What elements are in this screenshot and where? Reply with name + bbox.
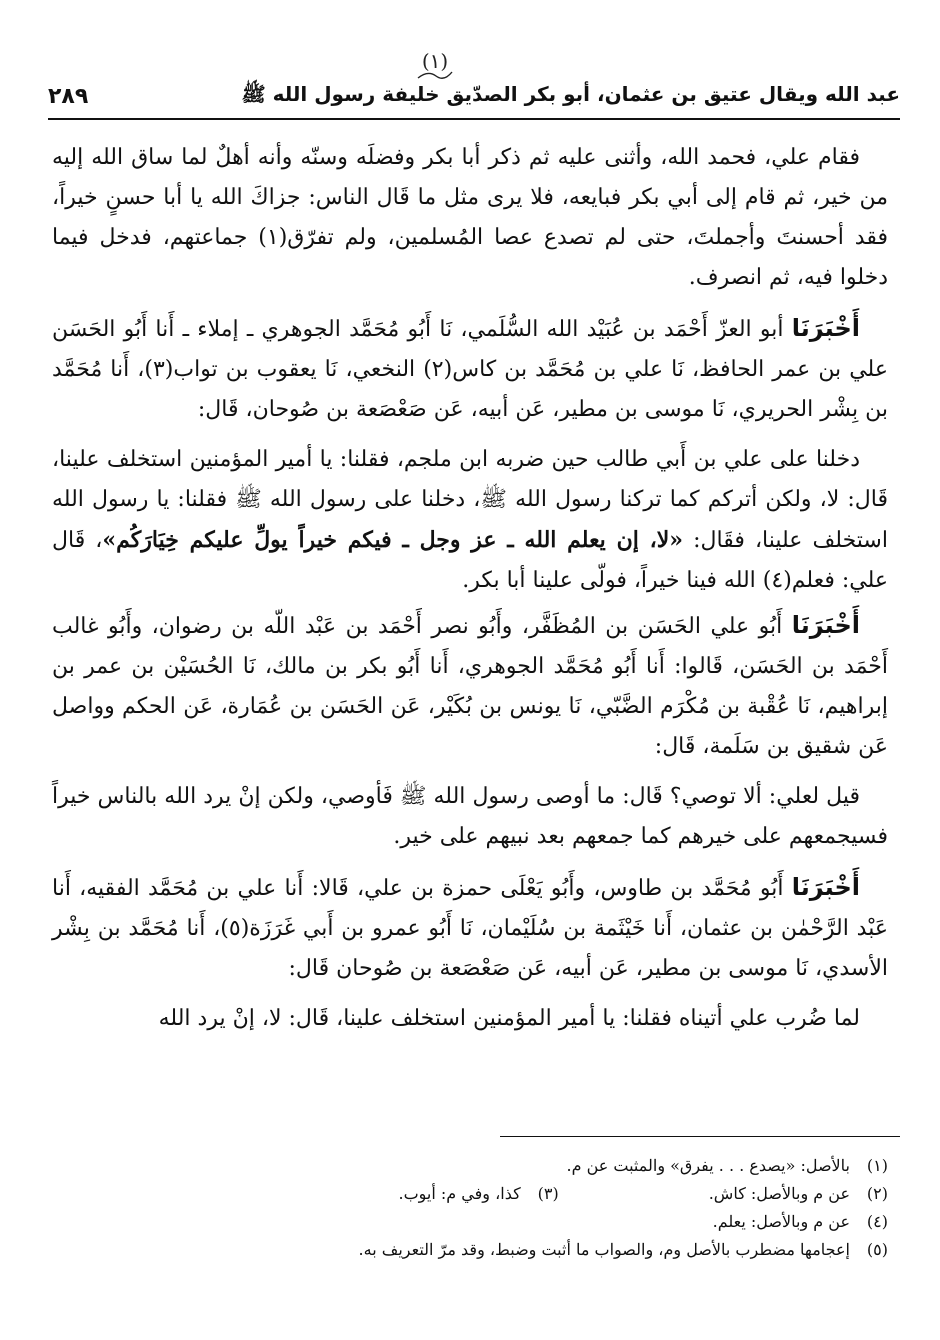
paragraph-isnad-1 (52, 308, 888, 430)
footnote-line (52, 1180, 888, 1208)
paragraph-text: أَبُو علي الحَسَن بن المُظَفَّر، وأَبُو نصر أَحْمَد بن عَبْد اللّه بن رضوان، وأَبُو غالب أَحْمَد بن الحَسَن، قَالوا: أَنا أَبُو مُحَمَّد الجوهري، أَنا أَبُو بكر بن مالك، نَا الحُسَيْن بن عمر بن إبراهيم، نَا عُقْبة بن مُكْرَم الضَّبّي، نَا يونس بن بُكَيْر، عَن الحَسَن بن عُمَارة، عَن الحكم وواصل عَن شقيق بن سَلَمة، قَال: (52, 614, 889, 759)
footnote-rule (500, 1136, 900, 1137)
running-title: عبد الله ويقال عتيق بن عثمان، أبو بكر الصدّيق خليفة رسول الله ﷺ (241, 81, 900, 106)
main-text (52, 138, 888, 1043)
paragraph-text: لما ضُرب علي أتيناه فقلنا: يا أمير المؤمنين استخلف علينا، قَال: لا، إنْ يرد الله (158, 1006, 860, 1031)
paragraph-narration-4 (52, 999, 888, 1039)
isnad-lead-word: أَخْبَرَنَا (791, 314, 860, 342)
footnote-item (399, 1180, 559, 1208)
isnad-lead-word: أَخْبَرَنَا (791, 611, 860, 639)
isnad-lead-word: أَخْبَرَنَا (791, 873, 860, 901)
footnote-text: إعجامها مضطرب بالأصل وم، والصواب ما أثبت وضبط، وقد مرّ التعريف به. (358, 1240, 850, 1259)
paragraph-isnad-3 (52, 867, 888, 989)
footnote-item (566, 1152, 888, 1180)
paragraph-narration-2 (52, 440, 888, 601)
footnote-number: (٢) (866, 1184, 888, 1203)
footnote-text: كذا، وفي م: أيوب. (398, 1184, 521, 1203)
paragraph-text: أَبُو مُحَمَّد بن طاوس، وأَبُو يَعْلَى حمزة بن علي، قَالا: أَنا علي بن مُحَمَّد الفقيه، أَنا عَبْد الرَّحْمٰن بن عثمان، أَنا خَيْثَمة بن سُلَيْمان، نَا أَبُو عمرو بن أَبي غَرَزَة(٥)، أَنا مُحَمَّد بن بِشْر الأسدي، نَا موسى بن مطير، عَن أبيه، عَن صَعْصَعة بن صُوحان قَال: (52, 876, 888, 981)
prophetic-quote: «لا، إن يعلم الله ـ عز وجل ـ فيكم خيراً يولِّ عليكم خِيَارَكُم» (102, 527, 683, 553)
footnote-number: (١) (866, 1156, 888, 1175)
footnote-number: (٥) (866, 1240, 888, 1259)
paragraph-text: فقام علي، فحمد الله، وأثنى عليه ثم ذكر أبا بكر وفضلَه وسنّه وأنه أهلٌ لما ساق الله إليه من خير، ثم قام إلى أبي بكر فبايعه، فلا يرى مثل ما قَال الناس: جزاكَ الله يا أبا حسنٍ خيراً، فقد أحسنتَ وأجملتَ، حتى لم تصدع عصا المُسلمين، ولم تفرّق(١) جماعتهم، فدخل فيما دخلوا فيه، ثم انصرف. (52, 145, 888, 290)
footnote-line (52, 1236, 888, 1264)
footnote-number: (٣) (537, 1184, 559, 1203)
paragraph-narration-1 (52, 138, 888, 298)
footnote-number: (٤) (866, 1212, 888, 1231)
footnote-text: عن م وبالأصل: يعلم. (712, 1212, 850, 1231)
paragraph-isnad-2 (52, 605, 888, 767)
page-number: ٢٨٩ (48, 83, 89, 109)
paragraph-text: دخلنا على علي بن أَبي طالب حين ضربه ابن ملجم، فقلنا: يا أمير المؤمنين استخلف علينا، قَال: لا، ولكن أتركم كما تركنا رسول الله ﷺ، دخلنا على رسول الله ﷺ فقلنا: يا رسول الله استخلف علينا، فقَال: (52, 447, 889, 553)
page-header (48, 78, 900, 114)
footnote-line (52, 1152, 888, 1180)
footnotes (52, 1152, 888, 1264)
footnote-item (359, 1236, 888, 1264)
margin-note-text: (١) (421, 49, 449, 73)
paragraph-text: قيل لعلي: ألا توصي؟ قَال: ما أوصى رسول الله ﷺ فَأوصي، ولكن إنْ يرد الله بالناس خيراً فسيجمعهم على خيرهم كما جمعهم بعد نبيهم على خير. (52, 784, 888, 849)
paragraph-text: أبو العزّ أَحْمَد بن عُبَيْد الله السُّلَمي، نَا أَبُو مُحَمَّد الجوهري ـ إملاء ـ أَنا أَبُو الحَسَن علي بن عمر الحافظ، نَا علي بن مُحَمَّد بن كاس(٢) النخعي، نَا يعقوب بن تواب(٣)، أَنا مُحَمَّد بن بِشْر الحريري، نَا موسى بن مطير، عَن أبيه، عَن صَعْصَعة بن صُوحان، قَال: (52, 317, 888, 422)
footnote-text: بالأصل: «يصدع . . . يفرق» والمثبت عن م. (566, 1156, 850, 1175)
footnote-item (709, 1180, 888, 1208)
footnote-text: عن م وبالأصل: كاش. (708, 1184, 850, 1203)
footnote-item (713, 1208, 888, 1236)
paragraph-tail: ، قَال علي: فعلم(٤) الله فينا خيراً، فولّى علينا أبا بكر. (52, 528, 888, 593)
header-rule (48, 118, 900, 120)
footnote-line (52, 1208, 888, 1236)
paragraph-narration-3 (52, 777, 888, 857)
